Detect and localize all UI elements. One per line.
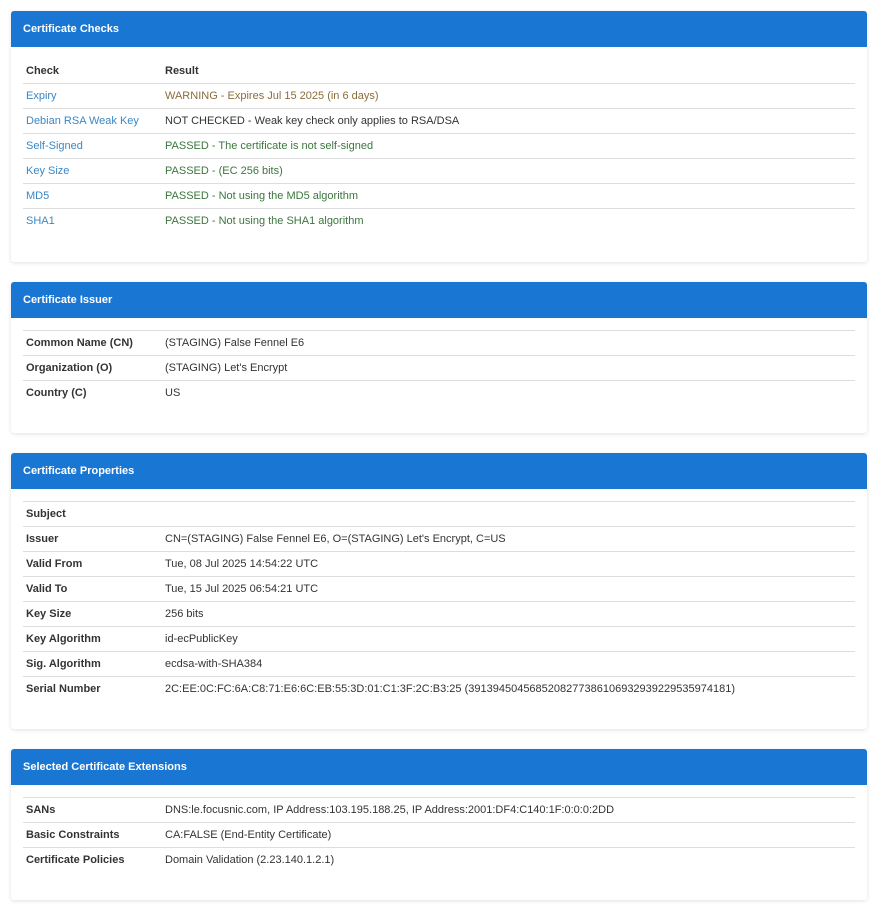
check-name-link[interactable]: Self-Signed [23, 134, 162, 159]
field-value: 256 bits [162, 602, 855, 627]
field-label: Organization (O) [23, 356, 162, 381]
panel-header [11, 749, 867, 785]
table-row [23, 84, 855, 109]
table-row [23, 552, 855, 577]
table-row [23, 134, 855, 159]
field-value [162, 502, 855, 527]
table-row [23, 331, 855, 356]
field-value: DNS:le.focusnic.com, IP Address:103.195.188.25, IP Address:2001:DF4:C140:1F:0:0:0:2DD [162, 798, 855, 823]
issuer-table [23, 330, 855, 405]
field-value: Tue, 08 Jul 2025 14:54:22 UTC [162, 552, 855, 577]
table-row [23, 652, 855, 677]
field-label: Sig. Algorithm [23, 652, 162, 677]
table-row [23, 677, 855, 702]
table-row [23, 159, 855, 184]
certificate-properties-panel [11, 453, 867, 729]
field-label: Country (C) [23, 381, 162, 406]
field-value: id-ecPublicKey [162, 627, 855, 652]
check-name-link[interactable]: Debian RSA Weak Key [23, 109, 162, 134]
checks-table [23, 59, 855, 233]
table-row [23, 798, 855, 823]
check-result: NOT CHECKED - Weak key check only applies to RSA/DSA [162, 109, 855, 134]
field-label: Valid To [23, 577, 162, 602]
field-label: Issuer [23, 527, 162, 552]
panel-title: Certificate Issuer [23, 294, 113, 306]
field-value: ecdsa-with-SHA384 [162, 652, 855, 677]
extensions-table [23, 797, 855, 872]
table-row [23, 823, 855, 848]
table-row [23, 184, 855, 209]
field-value: 2C:EE:0C:FC:6A:C8:71:E6:6C:EB:55:3D:01:C1:3F:2C:B3:25 (391394504568520827738610693293922953597418​1) [162, 677, 855, 702]
field-value: Tue, 15 Jul 2025 06:54:21 UTC [162, 577, 855, 602]
check-name-link[interactable]: Expiry [26, 90, 57, 102]
check-result: PASSED - Not using the SHA1 algorithm [162, 209, 855, 234]
panel-title: Certificate Checks [23, 23, 119, 35]
field-label: Valid From [23, 552, 162, 577]
field-label: Key Algorithm [23, 627, 162, 652]
field-value: US [162, 381, 855, 406]
field-label: Key Size [23, 602, 162, 627]
field-value: CN=(STAGING) False Fennel E6, O=(STAGING) Let's Encrypt, C=US [162, 527, 855, 552]
panel-header [11, 282, 867, 318]
field-label: Certificate Policies [23, 848, 162, 873]
field-value: CA:FALSE (End-Entity Certificate) [162, 823, 855, 848]
table-row [23, 356, 855, 381]
table-row [23, 109, 855, 134]
check-result: WARNING - Expires Jul 15 2025 (in 6 days) [165, 90, 379, 102]
field-label: SANs [23, 798, 162, 823]
table-row [23, 527, 855, 552]
check-name-link[interactable]: SHA1 [23, 209, 162, 234]
certificate-issuer-panel [11, 282, 867, 433]
properties-table [23, 501, 855, 701]
table-row [23, 577, 855, 602]
field-label: Subject [23, 502, 162, 527]
table-row [23, 381, 855, 406]
certificate-checks-panel [11, 11, 867, 262]
field-value: Domain Validation (2.23.140.1.2.1) [162, 848, 855, 873]
check-result: PASSED - (EC 256 bits) [162, 159, 855, 184]
field-label: Serial Number [23, 677, 162, 702]
panel-header [11, 453, 867, 489]
panel-title: Certificate Properties [23, 465, 135, 477]
certificate-extensions-panel [11, 749, 867, 900]
column-header-result: Result [162, 59, 855, 84]
field-value: (STAGING) False Fennel E6 [162, 331, 855, 356]
column-header-check: Check [23, 59, 162, 84]
check-name-link[interactable]: MD5 [23, 184, 162, 209]
table-row [23, 502, 855, 527]
field-label: Common Name (CN) [23, 331, 162, 356]
field-label: Basic Constraints [23, 823, 162, 848]
panel-title: Selected Certificate Extensions [23, 761, 187, 773]
table-row [23, 209, 855, 234]
check-result: PASSED - The certificate is not self-signed [162, 134, 855, 159]
table-header-row [23, 59, 855, 84]
table-row [23, 848, 855, 873]
panel-header [11, 11, 867, 47]
field-value: (STAGING) Let's Encrypt [162, 356, 855, 381]
table-row [23, 627, 855, 652]
table-row [23, 602, 855, 627]
check-name-link[interactable]: Key Size [23, 159, 162, 184]
check-result: PASSED - Not using the MD5 algorithm [162, 184, 855, 209]
